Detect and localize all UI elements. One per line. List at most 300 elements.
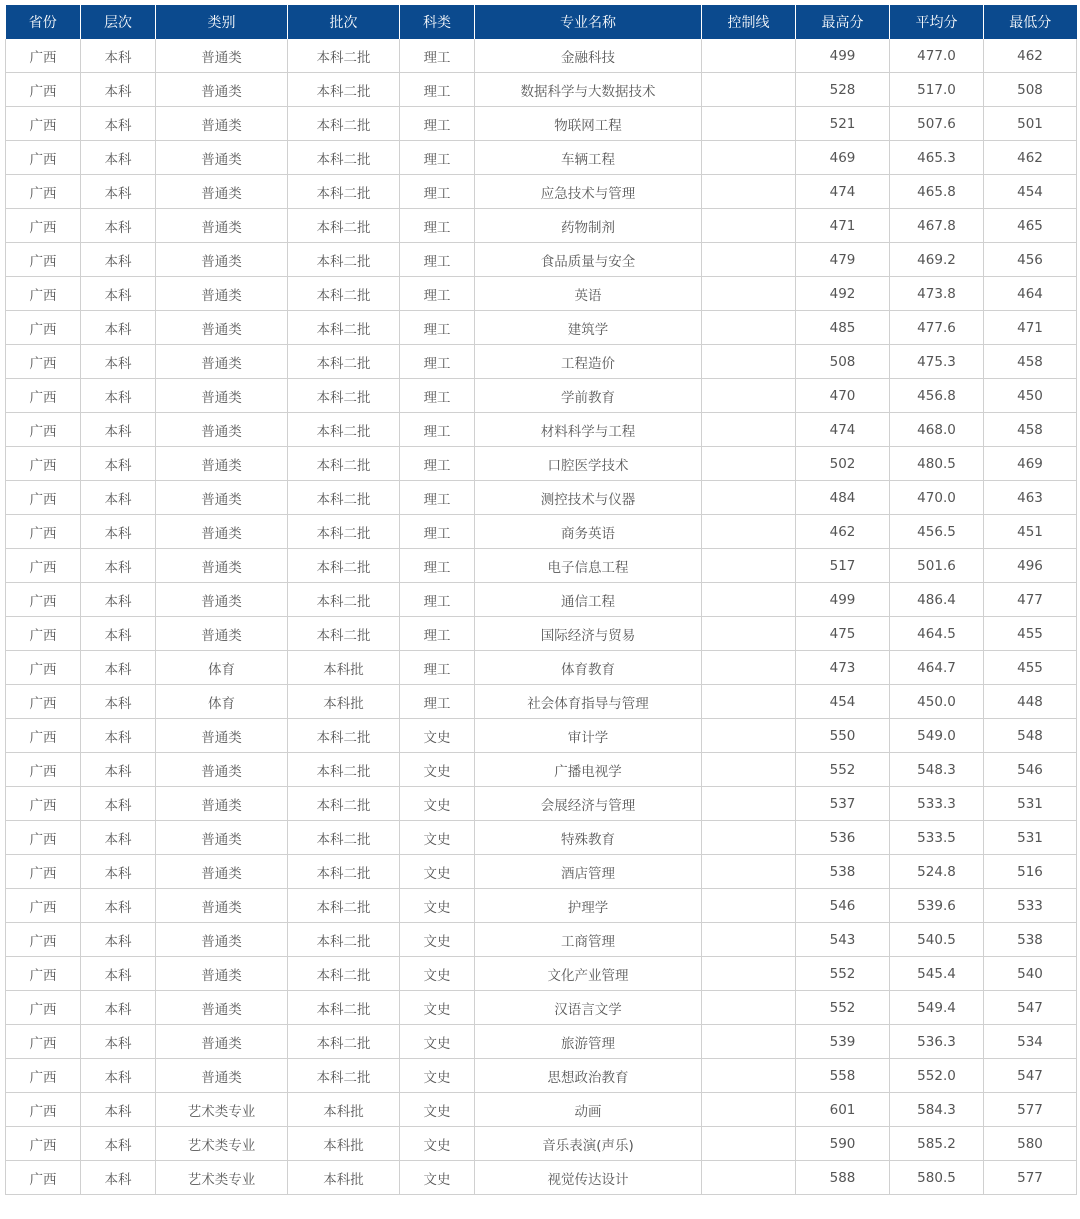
- major-name-cell: 体育教育: [475, 651, 702, 685]
- level-cell: 本科: [81, 277, 156, 311]
- category-cell: 普通类: [156, 447, 288, 481]
- min-score-cell: 547: [984, 991, 1077, 1025]
- category-cell: 普通类: [156, 243, 288, 277]
- province-cell: 广西: [6, 141, 81, 175]
- major-name-cell: 应急技术与管理: [475, 175, 702, 209]
- table-row: [6, 39, 1077, 73]
- major-name-cell: 口腔医学技术: [475, 447, 702, 481]
- batch-cell: 本科批: [288, 1093, 400, 1127]
- avg-score-cell: 507.6: [890, 107, 984, 141]
- subject-type-cell: 理工: [400, 651, 475, 685]
- header-subject-type: 科类: [400, 5, 475, 39]
- min-score-cell: 580: [984, 1127, 1077, 1161]
- max-score-cell: 475: [796, 617, 890, 651]
- avg-score-cell: 524.8: [890, 855, 984, 889]
- level-cell: 本科: [81, 243, 156, 277]
- level-cell: 本科: [81, 413, 156, 447]
- level-cell: 本科: [81, 991, 156, 1025]
- major-name-cell: 通信工程: [475, 583, 702, 617]
- major-name-cell: 酒店管理: [475, 855, 702, 889]
- table-row: [6, 787, 1077, 821]
- min-score-cell: 531: [984, 787, 1077, 821]
- control-line-cell: [702, 175, 796, 209]
- major-name-cell: 汉语言文学: [475, 991, 702, 1025]
- province-cell: 广西: [6, 1025, 81, 1059]
- province-cell: 广西: [6, 1093, 81, 1127]
- table-row: [6, 855, 1077, 889]
- control-line-cell: [702, 243, 796, 277]
- max-score-cell: 550: [796, 719, 890, 753]
- avg-score-cell: 585.2: [890, 1127, 984, 1161]
- table-row: [6, 1093, 1077, 1127]
- batch-cell: 本科批: [288, 685, 400, 719]
- batch-cell: 本科二批: [288, 39, 400, 73]
- max-score-cell: 499: [796, 39, 890, 73]
- avg-score-cell: 533.5: [890, 821, 984, 855]
- max-score-cell: 492: [796, 277, 890, 311]
- table-row: [6, 583, 1077, 617]
- subject-type-cell: 理工: [400, 413, 475, 447]
- max-score-cell: 528: [796, 73, 890, 107]
- control-line-cell: [702, 345, 796, 379]
- batch-cell: 本科二批: [288, 447, 400, 481]
- min-score-cell: 516: [984, 855, 1077, 889]
- avg-score-cell: 486.4: [890, 583, 984, 617]
- province-cell: 广西: [6, 515, 81, 549]
- avg-score-cell: 580.5: [890, 1161, 984, 1195]
- avg-score-cell: 456.8: [890, 379, 984, 413]
- table-row: [6, 549, 1077, 583]
- max-score-cell: 454: [796, 685, 890, 719]
- category-cell: 普通类: [156, 515, 288, 549]
- table-row: [6, 651, 1077, 685]
- control-line-cell: [702, 719, 796, 753]
- subject-type-cell: 文史: [400, 1025, 475, 1059]
- avg-score-cell: 456.5: [890, 515, 984, 549]
- major-name-cell: 护理学: [475, 889, 702, 923]
- control-line-cell: [702, 107, 796, 141]
- avg-score-cell: 467.8: [890, 209, 984, 243]
- avg-score-cell: 539.6: [890, 889, 984, 923]
- category-cell: 艺术类专业: [156, 1127, 288, 1161]
- category-cell: 普通类: [156, 889, 288, 923]
- max-score-cell: 521: [796, 107, 890, 141]
- max-score-cell: 546: [796, 889, 890, 923]
- max-score-cell: 474: [796, 175, 890, 209]
- header-batch: 批次: [288, 5, 400, 39]
- min-score-cell: 548: [984, 719, 1077, 753]
- header-max-score: 最高分: [796, 5, 890, 39]
- subject-type-cell: 理工: [400, 447, 475, 481]
- min-score-cell: 462: [984, 39, 1077, 73]
- batch-cell: 本科二批: [288, 991, 400, 1025]
- category-cell: 普通类: [156, 379, 288, 413]
- control-line-cell: [702, 1025, 796, 1059]
- control-line-cell: [702, 447, 796, 481]
- subject-type-cell: 文史: [400, 753, 475, 787]
- level-cell: 本科: [81, 821, 156, 855]
- control-line-cell: [702, 1161, 796, 1195]
- table-row: [6, 311, 1077, 345]
- level-cell: 本科: [81, 1025, 156, 1059]
- level-cell: 本科: [81, 617, 156, 651]
- avg-score-cell: 540.5: [890, 923, 984, 957]
- control-line-cell: [702, 1059, 796, 1093]
- header-category: 类别: [156, 5, 288, 39]
- control-line-cell: [702, 141, 796, 175]
- batch-cell: 本科二批: [288, 549, 400, 583]
- category-cell: 普通类: [156, 583, 288, 617]
- max-score-cell: 539: [796, 1025, 890, 1059]
- avg-score-cell: 465.3: [890, 141, 984, 175]
- major-name-cell: 广播电视学: [475, 753, 702, 787]
- batch-cell: 本科二批: [288, 515, 400, 549]
- batch-cell: 本科批: [288, 1127, 400, 1161]
- table-row: [6, 1025, 1077, 1059]
- level-cell: 本科: [81, 923, 156, 957]
- table-row: [6, 175, 1077, 209]
- subject-type-cell: 理工: [400, 379, 475, 413]
- level-cell: 本科: [81, 73, 156, 107]
- subject-type-cell: 理工: [400, 243, 475, 277]
- table-row: [6, 379, 1077, 413]
- subject-type-cell: 文史: [400, 991, 475, 1025]
- subject-type-cell: 理工: [400, 617, 475, 651]
- level-cell: 本科: [81, 1093, 156, 1127]
- major-name-cell: 工程造价: [475, 345, 702, 379]
- subject-type-cell: 理工: [400, 209, 475, 243]
- min-score-cell: 477: [984, 583, 1077, 617]
- subject-type-cell: 文史: [400, 855, 475, 889]
- avg-score-cell: 470.0: [890, 481, 984, 515]
- header-level: 层次: [81, 5, 156, 39]
- level-cell: 本科: [81, 141, 156, 175]
- table-body: [6, 39, 1077, 1195]
- control-line-cell: [702, 991, 796, 1025]
- max-score-cell: 469: [796, 141, 890, 175]
- max-score-cell: 474: [796, 413, 890, 447]
- province-cell: 广西: [6, 855, 81, 889]
- batch-cell: 本科二批: [288, 923, 400, 957]
- table-row: [6, 413, 1077, 447]
- province-cell: 广西: [6, 1059, 81, 1093]
- batch-cell: 本科二批: [288, 243, 400, 277]
- major-name-cell: 音乐表演(声乐): [475, 1127, 702, 1161]
- level-cell: 本科: [81, 1059, 156, 1093]
- table-row: [6, 753, 1077, 787]
- max-score-cell: 471: [796, 209, 890, 243]
- category-cell: 普通类: [156, 39, 288, 73]
- level-cell: 本科: [81, 1127, 156, 1161]
- level-cell: 本科: [81, 379, 156, 413]
- major-name-cell: 材料科学与工程: [475, 413, 702, 447]
- avg-score-cell: 549.0: [890, 719, 984, 753]
- min-score-cell: 451: [984, 515, 1077, 549]
- avg-score-cell: 549.4: [890, 991, 984, 1025]
- province-cell: 广西: [6, 447, 81, 481]
- major-name-cell: 建筑学: [475, 311, 702, 345]
- min-score-cell: 534: [984, 1025, 1077, 1059]
- major-name-cell: 社会体育指导与管理: [475, 685, 702, 719]
- level-cell: 本科: [81, 39, 156, 73]
- province-cell: 广西: [6, 73, 81, 107]
- major-name-cell: 金融科技: [475, 39, 702, 73]
- major-name-cell: 动画: [475, 1093, 702, 1127]
- batch-cell: 本科二批: [288, 209, 400, 243]
- level-cell: 本科: [81, 957, 156, 991]
- subject-type-cell: 理工: [400, 107, 475, 141]
- level-cell: 本科: [81, 481, 156, 515]
- province-cell: 广西: [6, 549, 81, 583]
- table-row: [6, 141, 1077, 175]
- control-line-cell: [702, 855, 796, 889]
- category-cell: 普通类: [156, 991, 288, 1025]
- batch-cell: 本科二批: [288, 73, 400, 107]
- province-cell: 广西: [6, 957, 81, 991]
- batch-cell: 本科二批: [288, 311, 400, 345]
- province-cell: 广西: [6, 923, 81, 957]
- avg-score-cell: 545.4: [890, 957, 984, 991]
- max-score-cell: 502: [796, 447, 890, 481]
- batch-cell: 本科二批: [288, 855, 400, 889]
- control-line-cell: [702, 39, 796, 73]
- max-score-cell: 552: [796, 957, 890, 991]
- max-score-cell: 473: [796, 651, 890, 685]
- control-line-cell: [702, 651, 796, 685]
- major-name-cell: 电子信息工程: [475, 549, 702, 583]
- control-line-cell: [702, 685, 796, 719]
- batch-cell: 本科批: [288, 1161, 400, 1195]
- batch-cell: 本科二批: [288, 753, 400, 787]
- major-name-cell: 商务英语: [475, 515, 702, 549]
- avg-score-cell: 475.3: [890, 345, 984, 379]
- major-name-cell: 思想政治教育: [475, 1059, 702, 1093]
- subject-type-cell: 文史: [400, 821, 475, 855]
- max-score-cell: 538: [796, 855, 890, 889]
- province-cell: 广西: [6, 583, 81, 617]
- province-cell: 广西: [6, 39, 81, 73]
- major-name-cell: 物联网工程: [475, 107, 702, 141]
- min-score-cell: 464: [984, 277, 1077, 311]
- category-cell: 普通类: [156, 1025, 288, 1059]
- table-row: [6, 719, 1077, 753]
- control-line-cell: [702, 1127, 796, 1161]
- subject-type-cell: 理工: [400, 73, 475, 107]
- batch-cell: 本科二批: [288, 141, 400, 175]
- level-cell: 本科: [81, 107, 156, 141]
- level-cell: 本科: [81, 311, 156, 345]
- table-row: [6, 1127, 1077, 1161]
- subject-type-cell: 理工: [400, 549, 475, 583]
- table-row: [6, 107, 1077, 141]
- control-line-cell: [702, 379, 796, 413]
- min-score-cell: 471: [984, 311, 1077, 345]
- batch-cell: 本科二批: [288, 719, 400, 753]
- major-name-cell: 特殊教育: [475, 821, 702, 855]
- level-cell: 本科: [81, 209, 156, 243]
- level-cell: 本科: [81, 1161, 156, 1195]
- province-cell: 广西: [6, 413, 81, 447]
- control-line-cell: [702, 209, 796, 243]
- level-cell: 本科: [81, 583, 156, 617]
- major-name-cell: 会展经济与管理: [475, 787, 702, 821]
- level-cell: 本科: [81, 753, 156, 787]
- max-score-cell: 601: [796, 1093, 890, 1127]
- batch-cell: 本科二批: [288, 413, 400, 447]
- batch-cell: 本科二批: [288, 957, 400, 991]
- table-row: [6, 243, 1077, 277]
- batch-cell: 本科二批: [288, 277, 400, 311]
- batch-cell: 本科二批: [288, 617, 400, 651]
- min-score-cell: 458: [984, 413, 1077, 447]
- avg-score-cell: 584.3: [890, 1093, 984, 1127]
- control-line-cell: [702, 889, 796, 923]
- batch-cell: 本科批: [288, 651, 400, 685]
- category-cell: 普通类: [156, 413, 288, 447]
- table-row: [6, 957, 1077, 991]
- subject-type-cell: 文史: [400, 957, 475, 991]
- province-cell: 广西: [6, 277, 81, 311]
- avg-score-cell: 450.0: [890, 685, 984, 719]
- category-cell: 体育: [156, 685, 288, 719]
- category-cell: 普通类: [156, 753, 288, 787]
- category-cell: 普通类: [156, 821, 288, 855]
- subject-type-cell: 理工: [400, 141, 475, 175]
- batch-cell: 本科二批: [288, 583, 400, 617]
- control-line-cell: [702, 617, 796, 651]
- category-cell: 体育: [156, 651, 288, 685]
- category-cell: 普通类: [156, 73, 288, 107]
- avg-score-cell: 464.5: [890, 617, 984, 651]
- province-cell: 广西: [6, 651, 81, 685]
- subject-type-cell: 文史: [400, 719, 475, 753]
- table-row: [6, 685, 1077, 719]
- avg-score-cell: 501.6: [890, 549, 984, 583]
- category-cell: 普通类: [156, 175, 288, 209]
- control-line-cell: [702, 481, 796, 515]
- table-row: [6, 821, 1077, 855]
- table-row: [6, 447, 1077, 481]
- header-control-line: 控制线: [702, 5, 796, 39]
- category-cell: 普通类: [156, 923, 288, 957]
- avg-score-cell: 517.0: [890, 73, 984, 107]
- major-name-cell: 视觉传达设计: [475, 1161, 702, 1195]
- max-score-cell: 588: [796, 1161, 890, 1195]
- min-score-cell: 455: [984, 651, 1077, 685]
- subject-type-cell: 文史: [400, 1161, 475, 1195]
- table-row: [6, 209, 1077, 243]
- min-score-cell: 547: [984, 1059, 1077, 1093]
- max-score-cell: 536: [796, 821, 890, 855]
- subject-type-cell: 理工: [400, 481, 475, 515]
- category-cell: 普通类: [156, 209, 288, 243]
- batch-cell: 本科二批: [288, 821, 400, 855]
- min-score-cell: 533: [984, 889, 1077, 923]
- table-header-row: [6, 5, 1077, 39]
- avg-score-cell: 465.8: [890, 175, 984, 209]
- avg-score-cell: 464.7: [890, 651, 984, 685]
- table-row: [6, 345, 1077, 379]
- table-row: [6, 1161, 1077, 1195]
- min-score-cell: 456: [984, 243, 1077, 277]
- avg-score-cell: 477.6: [890, 311, 984, 345]
- province-cell: 广西: [6, 821, 81, 855]
- avg-score-cell: 477.0: [890, 39, 984, 73]
- avg-score-cell: 473.8: [890, 277, 984, 311]
- category-cell: 普通类: [156, 141, 288, 175]
- level-cell: 本科: [81, 447, 156, 481]
- province-cell: 广西: [6, 787, 81, 821]
- control-line-cell: [702, 549, 796, 583]
- category-cell: 艺术类专业: [156, 1093, 288, 1127]
- min-score-cell: 531: [984, 821, 1077, 855]
- control-line-cell: [702, 73, 796, 107]
- avg-score-cell: 469.2: [890, 243, 984, 277]
- control-line-cell: [702, 923, 796, 957]
- subject-type-cell: 理工: [400, 583, 475, 617]
- subject-type-cell: 理工: [400, 175, 475, 209]
- min-score-cell: 577: [984, 1161, 1077, 1195]
- table-row: [6, 73, 1077, 107]
- min-score-cell: 508: [984, 73, 1077, 107]
- min-score-cell: 546: [984, 753, 1077, 787]
- control-line-cell: [702, 787, 796, 821]
- min-score-cell: 463: [984, 481, 1077, 515]
- level-cell: 本科: [81, 855, 156, 889]
- max-score-cell: 552: [796, 753, 890, 787]
- batch-cell: 本科二批: [288, 1025, 400, 1059]
- category-cell: 普通类: [156, 277, 288, 311]
- table-row: [6, 481, 1077, 515]
- major-name-cell: 食品质量与安全: [475, 243, 702, 277]
- province-cell: 广西: [6, 481, 81, 515]
- batch-cell: 本科二批: [288, 1059, 400, 1093]
- min-score-cell: 501: [984, 107, 1077, 141]
- table-row: [6, 277, 1077, 311]
- province-cell: 广西: [6, 991, 81, 1025]
- province-cell: 广西: [6, 719, 81, 753]
- control-line-cell: [702, 583, 796, 617]
- min-score-cell: 496: [984, 549, 1077, 583]
- control-line-cell: [702, 1093, 796, 1127]
- batch-cell: 本科二批: [288, 175, 400, 209]
- batch-cell: 本科二批: [288, 481, 400, 515]
- max-score-cell: 462: [796, 515, 890, 549]
- level-cell: 本科: [81, 685, 156, 719]
- avg-score-cell: 552.0: [890, 1059, 984, 1093]
- avg-score-cell: 468.0: [890, 413, 984, 447]
- batch-cell: 本科二批: [288, 889, 400, 923]
- min-score-cell: 469: [984, 447, 1077, 481]
- batch-cell: 本科二批: [288, 787, 400, 821]
- major-name-cell: 药物制剂: [475, 209, 702, 243]
- table-row: [6, 991, 1077, 1025]
- max-score-cell: 537: [796, 787, 890, 821]
- min-score-cell: 448: [984, 685, 1077, 719]
- subject-type-cell: 文史: [400, 1059, 475, 1093]
- subject-type-cell: 文史: [400, 923, 475, 957]
- max-score-cell: 543: [796, 923, 890, 957]
- category-cell: 普通类: [156, 787, 288, 821]
- header-province: 省份: [6, 5, 81, 39]
- control-line-cell: [702, 515, 796, 549]
- admission-score-table: [5, 5, 1077, 1195]
- min-score-cell: 465: [984, 209, 1077, 243]
- province-cell: 广西: [6, 243, 81, 277]
- category-cell: 普通类: [156, 719, 288, 753]
- table-row: [6, 617, 1077, 651]
- table-row: [6, 1059, 1077, 1093]
